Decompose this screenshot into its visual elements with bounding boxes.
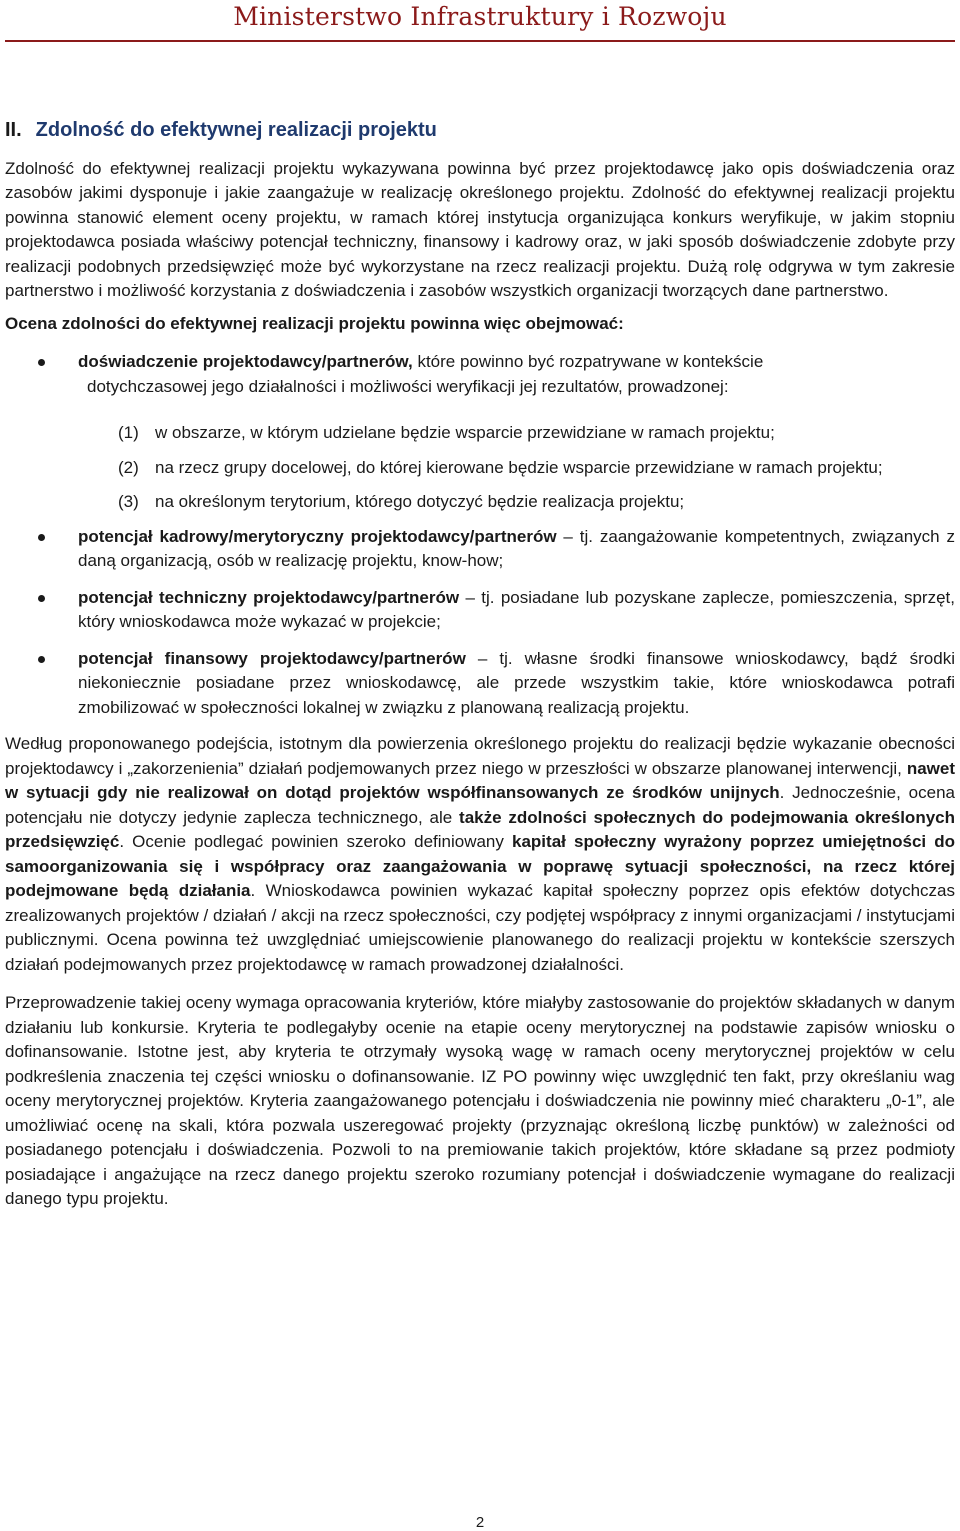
list-item	[5, 647, 955, 721]
document-header: Ministerstwo Infrastruktury i Rozwoju	[233, 2, 727, 31]
header-rule	[5, 40, 955, 42]
section-heading	[5, 118, 955, 143]
criteria-list-2	[5, 525, 955, 721]
sub-item-number: (2)	[118, 457, 139, 477]
para2-text-1: Według proponowanego podejścia, istotnym dla powierzenia określonego projektu do realizacji będzie wykazanie obecności projektodawcy i „zakorzenienia” działań podjemowanych przez niego w przeszłości w obszarze planowanej interwencji,	[5, 734, 955, 778]
bullet-text: – tj. zaangażowanie kompetentnych, związanych z daną organizacją, osób w realizację projektu, know-how;	[78, 526, 956, 570]
sub-item	[5, 421, 955, 446]
para2-text-4: . Wnioskodawca powinien wykazać kapitał społeczny poprzez opis efektów dotychczas zrealizowanych projektów / działań / akcji na rzecz społeczności, czy podjętej współpracy z innymi organizacjami / instytucjami publicznymi. Ocena powinna też uwzględniać umiejscowienie planowanego do realizacji projektu w kontekście szerszych działań podejmowanych przez projektodawcę w ramach prowadzonej działalności.	[5, 881, 955, 974]
bullet-icon	[38, 595, 45, 602]
bullet-text: – tj. posiadane lub pozyskane zaplecze, pomieszczenia, sprzęt, który wnioskodawca może wykazać w projekcie;	[78, 587, 955, 631]
para2-bold-2: także zdolności społecznych do podejmowania określonych przedsięwzięć	[5, 807, 955, 851]
sub-item-text: na określonym terytorium, którego dotyczyć będzie realizacja projektu;	[155, 492, 685, 511]
para2-text-2: . Jednocześnie, ocena potencjału nie dotyczy jedynie zaplecza technicznego, ale	[5, 783, 956, 827]
bullet-bold: potencjał techniczny projektodawcy/partnerów	[78, 587, 460, 607]
section-title: Zdolność do efektywnej realizacji projektu	[35, 119, 437, 141]
paragraph-3: Przeprowadzenie takiej oceny wymaga opracowania kryteriów, które miałyby zastosowanie do projektów składanych w danym działaniu lub konkursie. Kryteria te podlegałyby ocenie na etapie oceny merytorycznej na podstawie zapisów wniosku o dofinansowanie. Istotne jest, aby kryteria te otrzymały wysoką wagę w ramach oceny merytorycznej projektów w celu podkreślenia znaczenia tej części wniosku o dofinansowanie. IZ PO powinny więc uwzględnić ten fakt, przy określaniu wag oceny merytorycznej projektów. Kryteria zaangażowanego potencjału i doświadczenia nie powinny mieć charakteru „0-1”, ale umożliwiać ocenę na skali, która pozwala uszeregować projekty (przyznając określoną liczbę punktów) w zależności od posiadanego potencjału i doświadczenia. Pozwoli to na premiowanie takich projektów, które składane są przez podmioty posiadające i angażujące na rzecz danego projektu szeroko rozumiany potencjał i doświadczenie wymagane do realizacji danego typu projektu.	[5, 993, 955, 1208]
list-item	[5, 350, 955, 375]
intro-paragraph: Zdolność do efektywnej realizacji projektu wykazywana powinna być przez projektodawcę jako opis doświadczenia oraz zasobów jakimi dysponuje i jakie zaangażuje w realizację określonego projektu. Zdolność do efektywnej realizacji projektu powinna stanowić element oceny projektu, w ramach której instytucja organizująca konkurs weryfikuje, w jakim stopniu projektodawca posiada właściwy potencjał techniczny, finansowy i kadrowy oraz, w jaki sposób doświadczenie zdobyte przy realizacji podobnych przedsięwzięć może być wykorzystane na rzecz realizacji projektu. Dużą rolę odgrywa w tym zakresie partnerstwo i możliwość korzystania z doświadczenia i zasobów wszystkich organizacji tworzących dane partnerstwo.	[5, 158, 955, 300]
bullet-bold: potencjał finansowy projektodawcy/partnerów	[78, 648, 466, 668]
para2-text-3: . Ocenie podlegać powinien szeroko definiowany	[119, 832, 513, 851]
paragraph-2	[5, 732, 955, 977]
bullet-icon	[38, 534, 45, 541]
sub-list	[5, 421, 955, 515]
sub-item	[5, 490, 955, 515]
bullet-text: – tj. własne środki finansowe wnioskodawcy, bądź środki niekoniecznie posiadane przez wnioskodawcę, ale przede wszystkim takie, które wnioskodawca potrafi zmobilizować w społeczności lokalnej w związku z planowaną realizacją projektu.	[78, 648, 955, 717]
ocena-heading: Ocena zdolności do efektywnej realizacji projektu powinna więc obejmować:	[5, 313, 624, 333]
sub-item-number: (1)	[118, 423, 139, 442]
bullet-continuation: dotychczasowej jego działalności i możliwości weryfikacji jej rezultatów, prowadzonej:	[87, 376, 729, 396]
page-body	[5, 118, 955, 1212]
criteria-list	[5, 350, 955, 375]
sub-item-number: (3)	[118, 492, 139, 511]
sub-item-text: na rzecz grupy docelowej, do której kierowane będzie wsparcie przewidziane w ramach projektu;	[155, 457, 883, 477]
bullet-bold: potencjał kadrowy/merytoryczny projektodawcy/partnerów	[78, 526, 557, 546]
bullet-bold: doświadczenie projektodawcy/partnerów,	[78, 352, 413, 371]
bullet-icon	[38, 656, 45, 663]
para2-bold-1: nawet w sytuacji gdy nie realizował on dotąd projektów współfinansowanych ze środków unijnych	[5, 758, 955, 802]
sub-item-text: w obszarze, w którym udzielane będzie wsparcie przewidziane w ramach projektu;	[155, 423, 775, 442]
sub-item	[5, 456, 955, 481]
bullet-icon	[38, 359, 45, 366]
bullet-text: które powinno być rozpatrywane w kontekście	[412, 352, 764, 371]
section-number: II.	[5, 119, 22, 141]
list-item	[5, 525, 955, 574]
para2-bold-3: kapitał społeczny wyrażony poprzez umiejętności do samoorganizowania się i współpracy oraz zaangażowania w poprawę sytuacji społeczności, na rzecz której podejmowane będą działania	[5, 832, 956, 900]
list-item	[5, 586, 955, 635]
page-number: 2	[475, 1514, 485, 1531]
